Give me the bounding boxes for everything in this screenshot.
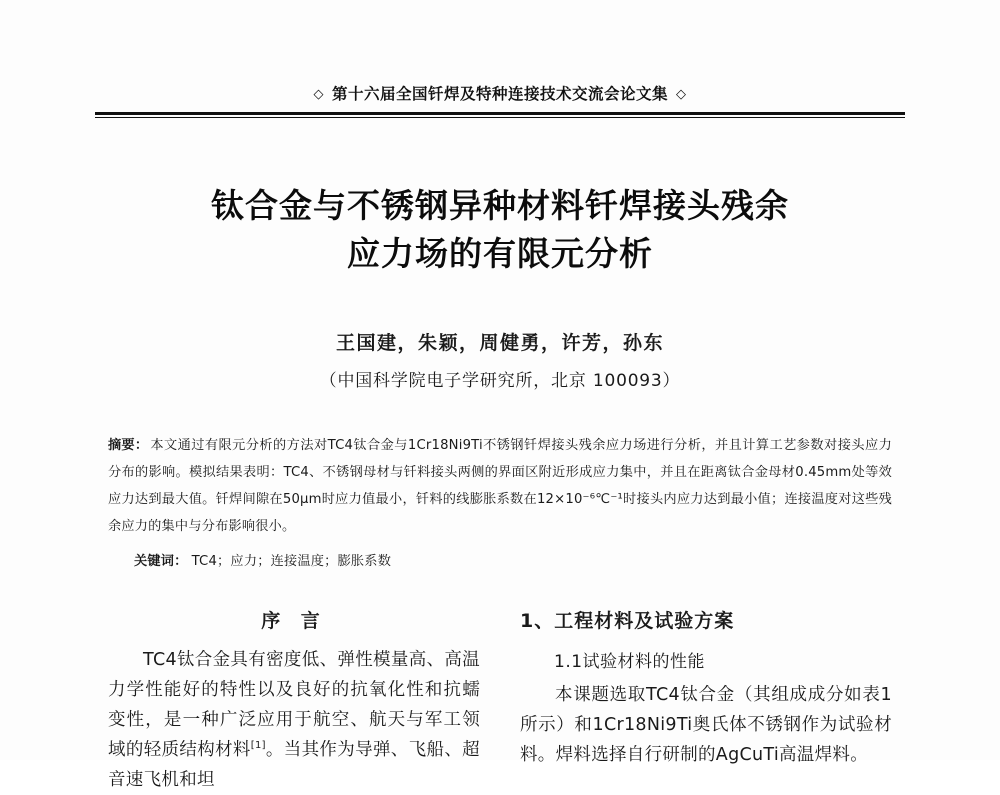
diamond-right-icon: ◇	[676, 87, 687, 102]
title-line-1: 钛合金与不锈钢异种材料钎焊接头残余	[211, 186, 789, 225]
body-columns	[108, 600, 892, 791]
running-head	[0, 82, 1000, 104]
left-paragraph-1-continued: 。当其作为导弹、飞船、超音速飞机和坦	[108, 740, 480, 791]
title-line-2: 应力场的有限元分析	[347, 233, 653, 273]
left-paragraph-1-text: TC4钛合金具有密度低、弹性模量高、高温力学性能好的特性以及良好的抗氧化性和抗蠕变性，是一种广泛应用于航空、航天与军工领域的轻质结构材料	[108, 650, 480, 761]
page-title	[110, 182, 890, 278]
keywords-text: TC4；应力；连接温度；膨胀系数	[191, 554, 392, 569]
affiliation: （中国科学院电子学研究所，北京 100093）	[319, 371, 681, 391]
running-head-text: 第十六届全国钎焊及特种连接技术交流会论文集	[331, 85, 668, 103]
left-section-heading: 序 言	[261, 610, 327, 632]
keywords-label: 关键词：	[134, 554, 188, 569]
citation-ref: [1]	[250, 740, 266, 752]
left-paragraph-1	[108, 645, 480, 795]
left-column	[108, 600, 480, 791]
diamond-left-icon: ◇	[313, 87, 324, 102]
header-divider	[95, 112, 905, 115]
abstract-block	[108, 432, 892, 540]
right-paragraph-1: 本课题选取TC4钛合金（其组成成分如表1所示）和1Cr18Ni9Ti奥氏体不锈钢作为试验材料。焊料选择自行研制的AgCuTi高温焊料。	[520, 685, 892, 766]
author-list: 王国建，朱颖，周健勇，许芳，孙东	[335, 332, 664, 354]
abstract-label: 摘要：	[108, 438, 149, 453]
right-subsection-heading: 1.1试验材料的性能	[554, 652, 706, 672]
keywords-block	[134, 550, 892, 569]
abstract-text: 本文通过有限元分析的方法对TC4钛合金与1Cr18Ni9Ti不锈钢钎焊接头残余应力场进行分析，并且计算工艺参数对接头应力分布的影响。模拟结果表明：TC4、不锈钢母材与钎料接头两侧的界面区附近形成应力集中，并且在距离钛合金母材0.45mm处等效应力达到最大值。钎焊间隙在50μm时应力值最小，钎料的线膨胀系数在12×10⁻⁶℃⁻¹时接头内应力达到最小值；连接温度对这些残余应力的集中与分布影响很小。	[108, 438, 892, 535]
right-section-heading: 1、工程材料及试验方案	[520, 610, 735, 632]
right-column	[520, 600, 892, 766]
